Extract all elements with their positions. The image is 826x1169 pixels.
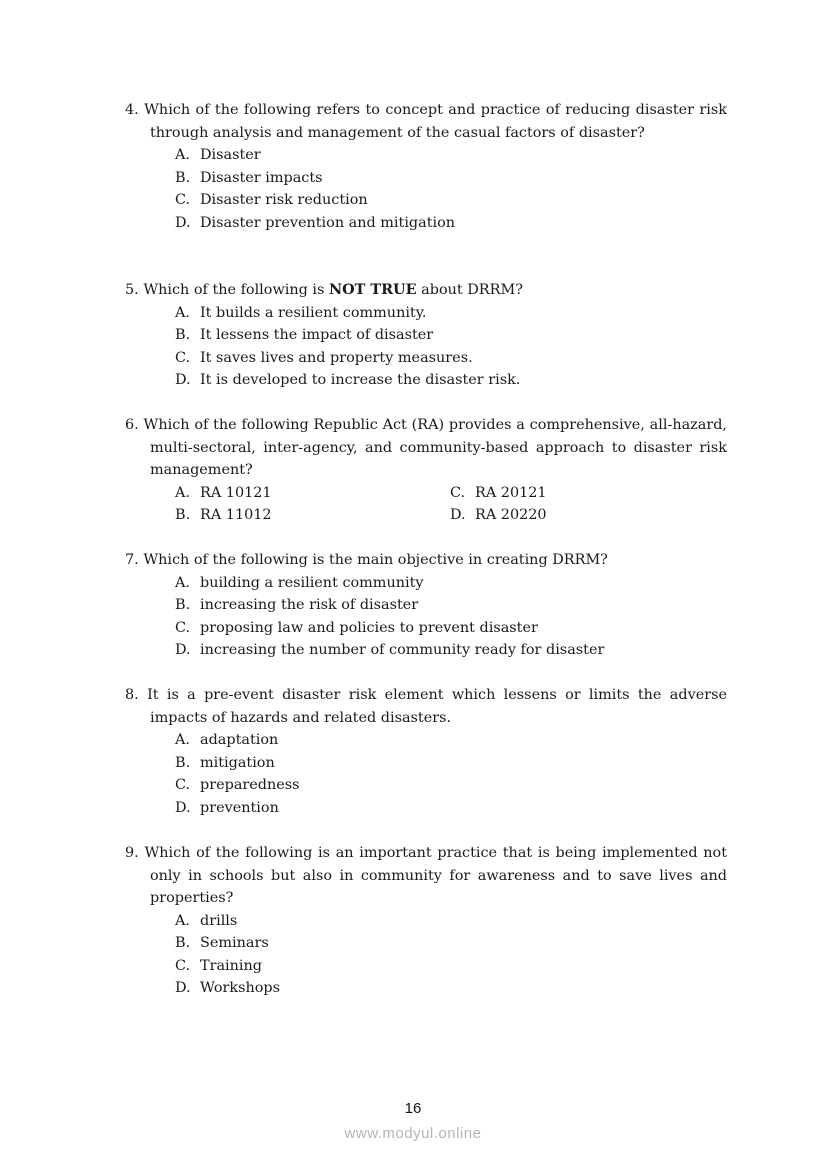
- option: [125, 752, 727, 775]
- question-7: [125, 549, 727, 662]
- option-letter: C.: [450, 484, 466, 501]
- question-4: [125, 99, 727, 234]
- page-number: 16: [404, 1100, 422, 1117]
- option: [175, 482, 450, 505]
- option-text: proposing law and policies to prevent disaster: [200, 619, 538, 636]
- question-stem: [125, 842, 727, 910]
- option: [125, 212, 727, 235]
- option-letter: D.: [175, 980, 191, 996]
- option: [125, 347, 727, 370]
- option-letter: D.: [175, 642, 191, 658]
- question-text: It is a pre-event disaster risk element which lessens or limits the adverse impacts of hazards and related disasters.: [147, 687, 727, 726]
- question-stem: [125, 549, 727, 572]
- question-text: Which of the following is: [143, 282, 329, 298]
- option-letter: A.: [175, 147, 190, 163]
- option: [125, 932, 727, 955]
- option-text: RA 20121: [475, 484, 547, 501]
- option: [125, 977, 727, 1000]
- option: [450, 482, 750, 505]
- option-text: RA 20220: [475, 507, 547, 523]
- question-stem: [125, 279, 727, 302]
- question-number: 6.: [125, 417, 139, 433]
- option: [175, 504, 450, 527]
- option: [125, 369, 727, 392]
- option-text: Disaster: [200, 147, 261, 163]
- option-text: drills: [200, 912, 238, 929]
- question-stem: [125, 414, 727, 482]
- option: [125, 797, 727, 820]
- option-letter: A.: [175, 912, 190, 929]
- option: [125, 617, 727, 640]
- option-letter: B.: [175, 935, 191, 951]
- option-letter: D.: [175, 799, 191, 816]
- question-9: [125, 842, 727, 1000]
- option-text: Disaster prevention and mitigation: [200, 214, 456, 231]
- option: [125, 324, 727, 347]
- option-letter: A.: [175, 732, 190, 748]
- option-letter: C.: [175, 777, 191, 793]
- option: [125, 302, 727, 325]
- option-letter: A.: [175, 304, 190, 321]
- option: [125, 594, 727, 617]
- question-text: Which of the following is an important practice that is being implemented not only in schools but also in community for awareness and to save lives and properties?: [144, 845, 727, 906]
- question-emphasis: NOT TRUE: [328, 281, 417, 298]
- option-letter: B.: [175, 597, 191, 613]
- option-letter: A.: [175, 484, 190, 501]
- option-text: Training: [200, 957, 263, 974]
- option-letter: B.: [175, 754, 191, 771]
- option: [125, 144, 727, 167]
- option: [125, 189, 727, 212]
- option-text: Disaster impacts: [200, 169, 323, 186]
- question-number: 8.: [125, 687, 139, 703]
- option-text: mitigation: [200, 754, 275, 771]
- option: [125, 729, 727, 752]
- option: [125, 572, 727, 595]
- option-text: building a resilient community: [200, 574, 424, 591]
- option-letter: C.: [175, 619, 191, 636]
- question-text: Which of the following refers to concept and practice of reducing disaster risk through analysis and management of the casual factors of disaster?: [144, 102, 727, 141]
- question-text: Which of the following is the main objective in creating DRRM?: [143, 552, 608, 568]
- option-text: increasing the number of community ready for disaster: [200, 642, 605, 658]
- option-letter: D.: [175, 214, 191, 231]
- option-text: It saves lives and property measures.: [200, 349, 473, 366]
- option: [450, 504, 750, 527]
- option-letter: B.: [175, 327, 191, 343]
- option-text: It is developed to increase the disaster risk.: [200, 372, 521, 388]
- question-number: 7.: [125, 552, 139, 568]
- option-letter: B.: [175, 507, 191, 523]
- option: [125, 639, 727, 662]
- option-letter: B.: [175, 169, 191, 186]
- option-letter: A.: [175, 574, 190, 591]
- watermark: www.modyul.online: [344, 1125, 482, 1142]
- question-text: about DRRM?: [416, 282, 523, 298]
- option-text: Seminars: [200, 935, 269, 951]
- option-text: RA 10121: [200, 484, 272, 501]
- question-number: 9.: [125, 845, 139, 861]
- option: [125, 774, 727, 797]
- option-letter: C.: [175, 349, 191, 366]
- option-text: It builds a resilient community.: [200, 304, 427, 321]
- option-text: adaptation: [200, 732, 279, 748]
- option: [125, 955, 727, 978]
- question-stem: [125, 684, 727, 729]
- option-text: prevention: [200, 799, 279, 816]
- question-number: 4.: [125, 102, 139, 118]
- option-text: Workshops: [200, 980, 280, 996]
- option-text: Disaster risk reduction: [200, 192, 368, 208]
- option-text: It lessens the impact of disaster: [200, 327, 434, 343]
- question-text: Which of the following Republic Act (RA) provides a comprehensive, all-hazard, multi-sectoral, inter-agency, and community-based approach to disaster risk management?: [143, 417, 727, 478]
- option-letter: D.: [450, 507, 466, 523]
- option-letter: C.: [175, 957, 191, 974]
- option: [125, 910, 727, 933]
- question-5: [125, 279, 727, 392]
- question-8: [125, 684, 727, 819]
- option-text: RA 11012: [200, 507, 272, 523]
- option: [125, 167, 727, 190]
- question-number: 5.: [125, 282, 139, 298]
- option-letter: D.: [175, 372, 191, 388]
- option-letter: C.: [175, 192, 191, 208]
- option-text: preparedness: [200, 777, 300, 793]
- question-stem: [125, 99, 727, 144]
- question-6: [125, 414, 727, 527]
- option-text: increasing the risk of disaster: [200, 597, 419, 613]
